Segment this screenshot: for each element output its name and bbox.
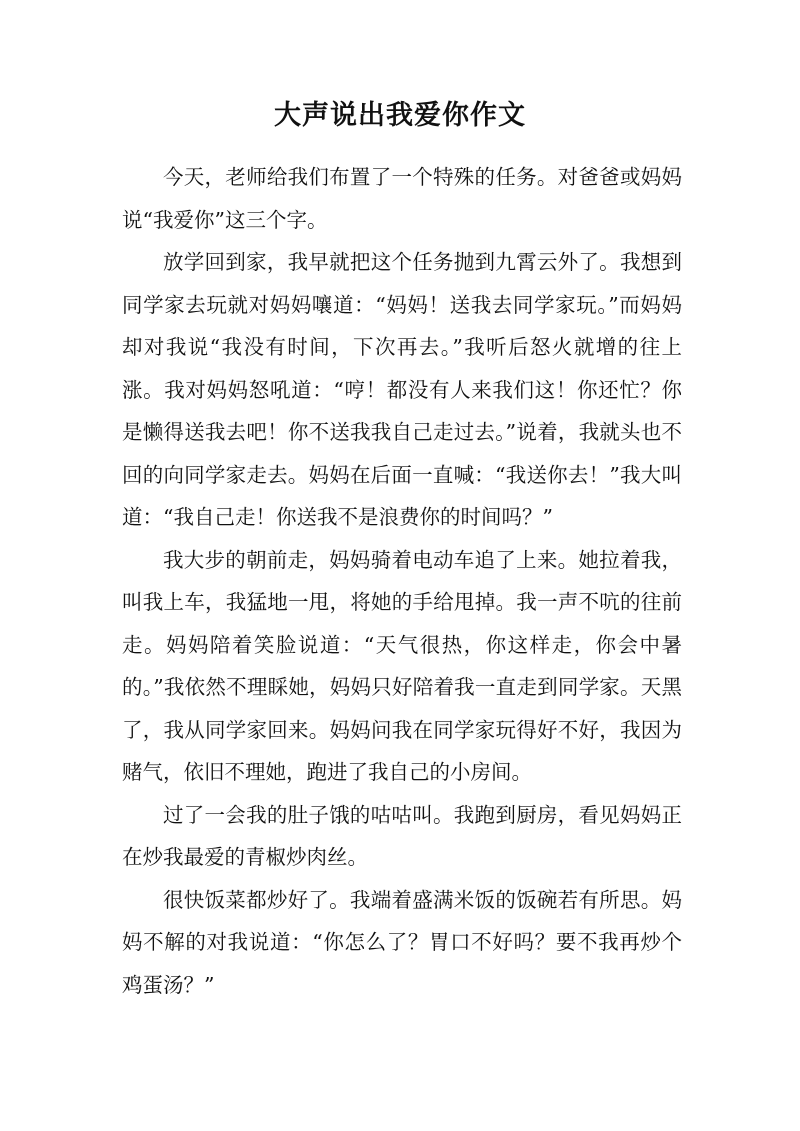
paragraph-4: 过了一会我的肚子饿的咕咕叫。我跑到厨房，看见妈妈正在炒我最爱的青椒炒肉丝。 xyxy=(122,802,682,869)
paragraph-3: 我大步的朝前走，妈妈骑着电动车追了上来。她拉着我，叫我上车，我猛地一甩，将她的手给甩掉。我一声不吭的往前走。妈妈陪着笑脸说道：“天气很热，你这样走，你会中暑的。”我依然不理睬她，妈妈只好陪着我一直走到同学家。天黑了，我从同学家回来。妈妈问我在同学家玩得好不好，我因为赌气，依旧不理她，跑进了我自己的小房间。 xyxy=(122,547,682,784)
document-title: 大声说出我爱你作文 xyxy=(274,100,526,131)
paragraph-2: 放学回到家，我早就把这个任务抛到九霄云外了。我想到同学家去玩就对妈妈嚷道：“妈妈！送我去同学家玩。”而妈妈却对我说“我没有时间，下次再去。”我听后怒火就增的往上涨。我对妈妈怒吼道：“哼！都没有人来我们这！你还忙？你是懒得送我去吧！你不送我我自己走过去。”说着，我就头也不回的向同学家走去。妈妈在后面一直喊：“我送你去！”我大叫道：“我自己走！你送我不是浪费你的时间吗？” xyxy=(122,250,682,529)
paragraph-5: 很快饭菜都炒好了。我端着盛满米饭的饭碗若有所思。妈妈不解的对我说道：“你怎么了？胃口不好吗？要不我再炒个鸡蛋汤？” xyxy=(122,887,682,997)
paragraph-1: 今天，老师给我们布置了一个特殊的任务。对爸爸或妈妈说“我爱你”这三个字。 xyxy=(122,165,682,232)
document-body xyxy=(122,156,682,1006)
